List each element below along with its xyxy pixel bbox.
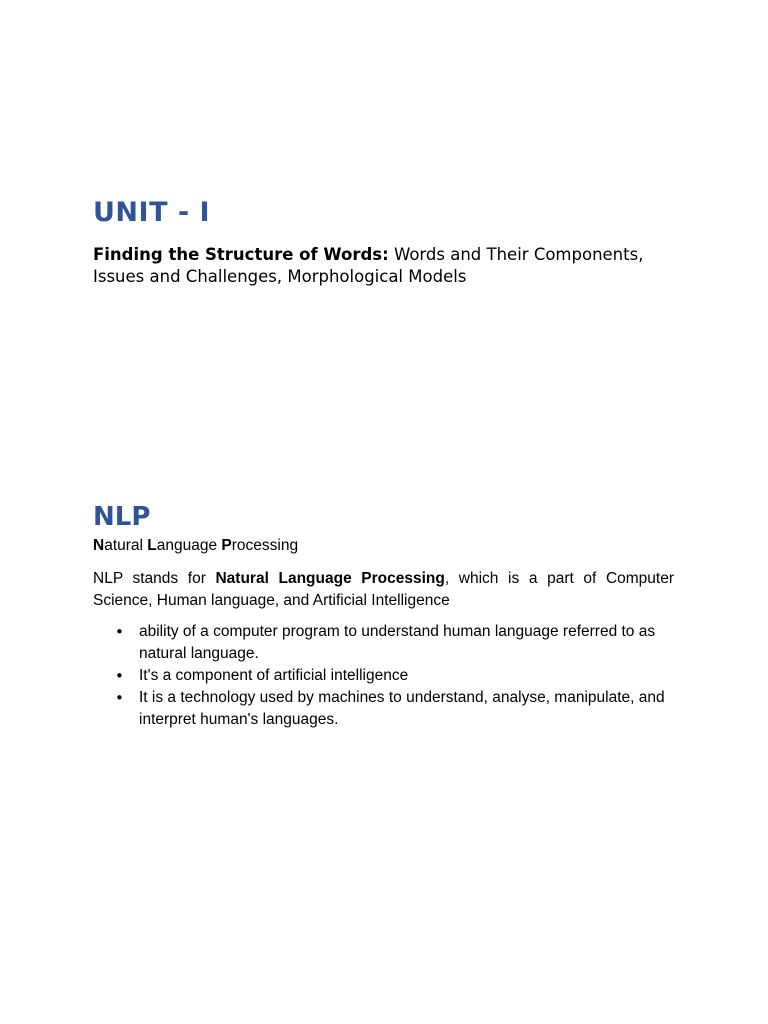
bullet-icon: •: [115, 623, 124, 641]
nlp-bullet-list: [93, 621, 674, 731]
unit-title: UNIT - I: [93, 197, 211, 228]
bullet-icon: •: [115, 667, 124, 685]
nlp-definition: [93, 568, 674, 612]
unit-subtitle-contents: Words and Their Components, Issues and Challenges, Morphological Models: [93, 245, 644, 286]
list-item: [93, 665, 674, 687]
expansion-rest-language: anguage: [156, 537, 222, 554]
definition-suffix: , which is a part of Computer Science, Human language, and Artificial Intelligence: [93, 570, 674, 609]
bullet-icon: •: [115, 689, 124, 707]
list-item: [93, 687, 674, 731]
expansion-initial-p: P: [221, 537, 232, 554]
expansion-rest-processing: rocessing: [231, 537, 299, 554]
definition-term: Natural Language Processing: [215, 570, 445, 587]
expansion-rest-natural: atural: [104, 537, 148, 554]
expansion-initial-n: N: [93, 537, 105, 554]
nlp-expansion: [93, 535, 298, 557]
expansion-initial-l: L: [147, 537, 157, 554]
list-item-text: ability of a computer program to understand human language referred to as natural language.: [139, 623, 656, 662]
unit-subtitle: [93, 244, 693, 288]
list-item: [93, 621, 674, 665]
list-item-text: It is a technology used by machines to understand, analyse, manipulate, and interpret human's languages.: [139, 689, 665, 728]
unit-subtitle-topic: Finding the Structure of Words:: [93, 245, 389, 264]
nlp-heading: NLP: [93, 502, 151, 532]
definition-prefix: NLP stands for: [93, 570, 216, 587]
list-item-text: It's a component of artificial intelligence: [139, 667, 409, 684]
